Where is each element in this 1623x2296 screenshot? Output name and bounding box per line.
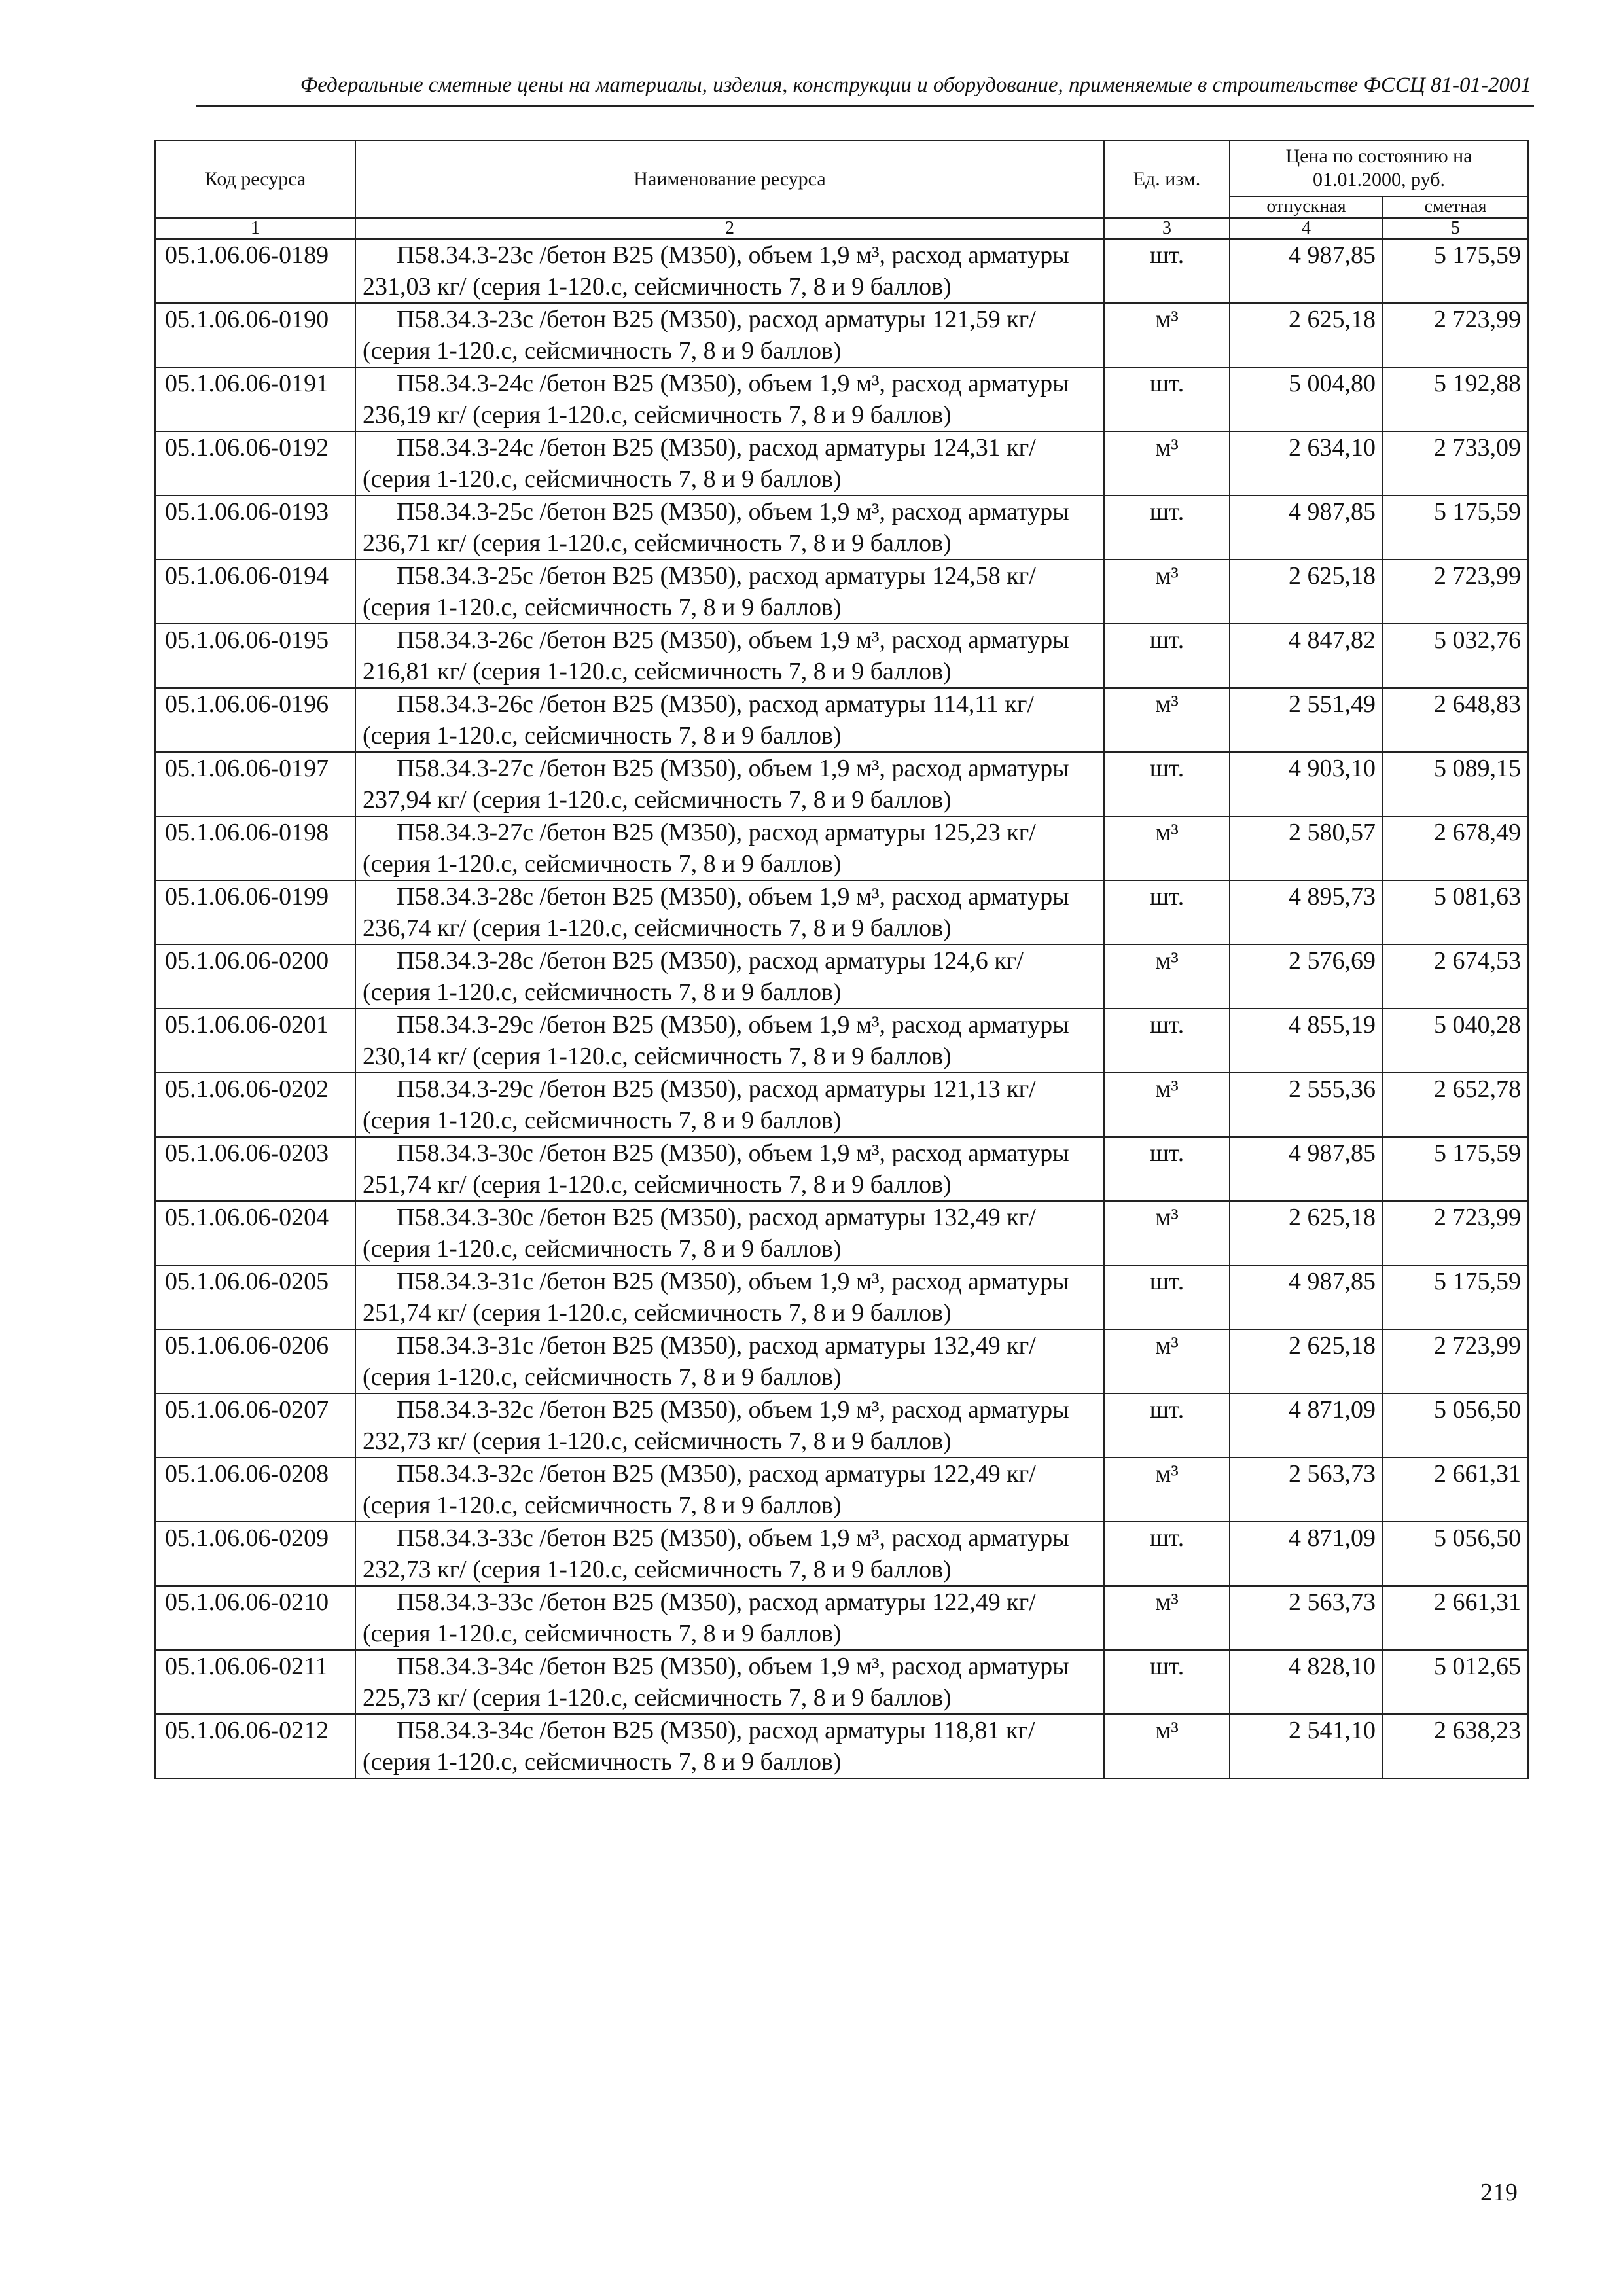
table-row — [155, 944, 1528, 1009]
resource-name-cell — [355, 1393, 1104, 1458]
unit-cell: шт. — [1104, 1265, 1230, 1329]
unit-cell: м³ — [1104, 1586, 1230, 1650]
resource-code-cell: 05.1.06.06-0194 — [155, 560, 355, 624]
estimate-price-cell: 5 040,28 — [1383, 1009, 1528, 1073]
table-row — [155, 816, 1528, 880]
unit-cell: м³ — [1104, 431, 1230, 495]
resource-name-cell — [355, 1586, 1104, 1650]
table-row — [155, 1522, 1528, 1586]
estimate-price-cell: 2 733,09 — [1383, 431, 1528, 495]
resource-name-cell — [355, 560, 1104, 624]
resource-name-text: П58.34.3-30с /бетон В25 (М350), объем 1,9 м³, расход арматуры 251,74 кг/ (серия 1-120.с, сейсмичность 7, 8 и 9 баллов) — [363, 1139, 1069, 1198]
table-row — [155, 1073, 1528, 1137]
unit-cell: м³ — [1104, 1201, 1230, 1265]
release-price-cell: 2 625,18 — [1230, 1201, 1383, 1265]
table-body — [155, 239, 1528, 1778]
release-price-cell: 2 541,10 — [1230, 1714, 1383, 1778]
resource-code-cell: 05.1.06.06-0212 — [155, 1714, 355, 1778]
resource-name-text: П58.34.3-26с /бетон В25 (М350), расход арматуры 114,11 кг/ (серия 1-120.с, сейсмичность 7, 8 и 9 баллов) — [363, 691, 1035, 749]
resource-code-cell: 05.1.06.06-0207 — [155, 1393, 355, 1458]
unit-cell: шт. — [1104, 1393, 1230, 1458]
release-price-cell: 2 625,18 — [1230, 560, 1383, 624]
resource-name-text: П58.34.3-33с /бетон В25 (М350), расход арматуры 122,49 кг/ (серия 1-120.с, сейсмичность 7, 8 и 9 баллов) — [363, 1588, 1036, 1647]
unit-cell: м³ — [1104, 1329, 1230, 1393]
unit-cell: шт. — [1104, 1137, 1230, 1201]
resource-name-cell — [355, 1650, 1104, 1714]
table-row — [155, 1201, 1528, 1265]
resource-code-cell: 05.1.06.06-0204 — [155, 1201, 355, 1265]
unit-cell: м³ — [1104, 816, 1230, 880]
estimate-price-cell: 5 012,65 — [1383, 1650, 1528, 1714]
resource-code-cell: 05.1.06.06-0193 — [155, 495, 355, 560]
header-code: Код ресурса — [155, 141, 355, 218]
resource-code-cell: 05.1.06.06-0208 — [155, 1458, 355, 1522]
estimate-price-cell: 5 056,50 — [1383, 1393, 1528, 1458]
resource-name-text: П58.34.3-25с /бетон В25 (М350), расход арматуры 124,58 кг/ (серия 1-120.с, сейсмичность 7, 8 и 9 баллов) — [363, 562, 1036, 621]
resource-name-text: П58.34.3-33с /бетон В25 (М350), объем 1,9 м³, расход арматуры 232,73 кг/ (серия 1-120.с, сейсмичность 7, 8 и 9 баллов) — [363, 1524, 1069, 1583]
resource-name-text: П58.34.3-32с /бетон В25 (М350), объем 1,9 м³, расход арматуры 232,73 кг/ (серия 1-120.с, сейсмичность 7, 8 и 9 баллов) — [363, 1396, 1069, 1455]
resource-code-cell: 05.1.06.06-0210 — [155, 1586, 355, 1650]
resource-name-text: П58.34.3-32с /бетон В25 (М350), расход арматуры 122,49 кг/ (серия 1-120.с, сейсмичность 7, 8 и 9 баллов) — [363, 1460, 1036, 1519]
release-price-cell: 2 576,69 — [1230, 944, 1383, 1009]
resource-name-text: П58.34.3-31с /бетон В25 (М350), объем 1,9 м³, расход арматуры 251,74 кг/ (серия 1-120.с, сейсмичность 7, 8 и 9 баллов) — [363, 1268, 1069, 1327]
release-price-cell: 4 895,73 — [1230, 880, 1383, 944]
release-price-cell: 4 871,09 — [1230, 1522, 1383, 1586]
resource-name-text: П58.34.3-29с /бетон В25 (М350), объем 1,9 м³, расход арматуры 230,14 кг/ (серия 1-120.с, сейсмичность 7, 8 и 9 баллов) — [363, 1011, 1069, 1070]
resource-name-text: П58.34.3-27с /бетон В25 (М350), объем 1,9 м³, расход арматуры 237,94 кг/ (серия 1-120.с, сейсмичность 7, 8 и 9 баллов) — [363, 755, 1069, 814]
resource-name-text: П58.34.3-29с /бетон В25 (М350), расход арматуры 121,13 кг/ (серия 1-120.с, сейсмичность 7, 8 и 9 баллов) — [363, 1075, 1036, 1134]
release-price-cell: 2 551,49 — [1230, 688, 1383, 752]
table-row — [155, 1650, 1528, 1714]
resource-name-text: П58.34.3-34с /бетон В25 (М350), объем 1,9 м³, расход арматуры 225,73 кг/ (серия 1-120.с, сейсмичность 7, 8 и 9 баллов) — [363, 1653, 1069, 1712]
resource-code-cell: 05.1.06.06-0203 — [155, 1137, 355, 1201]
resource-name-text: П58.34.3-28с /бетон В25 (М350), расход арматуры 124,6 кг/ (серия 1-120.с, сейсмичность 7, 8 и 9 баллов) — [363, 947, 1024, 1006]
column-number: 5 — [1383, 218, 1528, 239]
estimate-price-cell: 2 661,31 — [1383, 1458, 1528, 1522]
resource-name-cell — [355, 431, 1104, 495]
header-release-price: отпускная — [1230, 196, 1383, 218]
resource-code-cell: 05.1.06.06-0195 — [155, 624, 355, 688]
resource-code-cell: 05.1.06.06-0205 — [155, 1265, 355, 1329]
table-row — [155, 752, 1528, 816]
table-row — [155, 1586, 1528, 1650]
resource-name-text: П58.34.3-24с /бетон В25 (М350), объем 1,9 м³, расход арматуры 236,19 кг/ (серия 1-120.с, сейсмичность 7, 8 и 9 баллов) — [363, 370, 1069, 429]
column-number-row — [155, 218, 1528, 239]
resource-code-cell: 05.1.06.06-0200 — [155, 944, 355, 1009]
unit-cell: шт. — [1104, 752, 1230, 816]
unit-cell: м³ — [1104, 688, 1230, 752]
resource-name-text: П58.34.3-23с /бетон В25 (М350), объем 1,9 м³, расход арматуры 231,03 кг/ (серия 1-120.с, сейсмичность 7, 8 и 9 баллов) — [363, 242, 1069, 300]
table-header-row — [155, 141, 1528, 196]
resource-name-cell — [355, 1009, 1104, 1073]
resource-code-cell: 05.1.06.06-0202 — [155, 1073, 355, 1137]
resource-name-text: П58.34.3-23с /бетон В25 (М350), расход арматуры 121,59 кг/ (серия 1-120.с, сейсмичность 7, 8 и 9 баллов) — [363, 306, 1036, 365]
release-price-cell: 4 987,85 — [1230, 239, 1383, 303]
estimate-price-cell: 2 723,99 — [1383, 1329, 1528, 1393]
resource-name-cell — [355, 1265, 1104, 1329]
table-row — [155, 688, 1528, 752]
resource-name-text: П58.34.3-25с /бетон В25 (М350), объем 1,9 м³, расход арматуры 236,71 кг/ (серия 1-120.с, сейсмичность 7, 8 и 9 баллов) — [363, 498, 1069, 557]
resource-name-text: П58.34.3-31с /бетон В25 (М350), расход арматуры 132,49 кг/ (серия 1-120.с, сейсмичность 7, 8 и 9 баллов) — [363, 1332, 1036, 1391]
estimate-price-cell: 5 175,59 — [1383, 1137, 1528, 1201]
resource-code-cell: 05.1.06.06-0189 — [155, 239, 355, 303]
unit-cell: шт. — [1104, 880, 1230, 944]
resource-code-cell: 05.1.06.06-0199 — [155, 880, 355, 944]
column-number: 4 — [1230, 218, 1383, 239]
estimate-price-cell: 5 081,63 — [1383, 880, 1528, 944]
table-row — [155, 1714, 1528, 1778]
header-unit: Ед. изм. — [1104, 141, 1230, 218]
resource-code-cell: 05.1.06.06-0206 — [155, 1329, 355, 1393]
table-row — [155, 880, 1528, 944]
table-row — [155, 367, 1528, 431]
unit-cell: шт. — [1104, 1009, 1230, 1073]
resource-name-text: П58.34.3-28с /бетон В25 (М350), объем 1,9 м³, расход арматуры 236,74 кг/ (серия 1-120.с, сейсмичность 7, 8 и 9 баллов) — [363, 883, 1069, 942]
resource-name-cell — [355, 1137, 1104, 1201]
column-number: 2 — [355, 218, 1104, 239]
resource-name-text: П58.34.3-24с /бетон В25 (М350), расход арматуры 124,31 кг/ (серия 1-120.с, сейсмичность 7, 8 и 9 баллов) — [363, 434, 1036, 493]
unit-cell: шт. — [1104, 1522, 1230, 1586]
resource-name-cell — [355, 239, 1104, 303]
estimate-price-cell: 2 652,78 — [1383, 1073, 1528, 1137]
release-price-cell: 2 555,36 — [1230, 1073, 1383, 1137]
resource-code-cell: 05.1.06.06-0198 — [155, 816, 355, 880]
release-price-cell: 2 563,73 — [1230, 1586, 1383, 1650]
table-row — [155, 431, 1528, 495]
resource-code-cell: 05.1.06.06-0211 — [155, 1650, 355, 1714]
resource-name-cell — [355, 624, 1104, 688]
table-row — [155, 1137, 1528, 1201]
estimate-price-cell: 5 175,59 — [1383, 239, 1528, 303]
resource-name-text: П58.34.3-26с /бетон В25 (М350), объем 1,9 м³, расход арматуры 216,81 кг/ (серия 1-120.с, сейсмичность 7, 8 и 9 баллов) — [363, 626, 1069, 685]
release-price-cell: 2 580,57 — [1230, 816, 1383, 880]
resource-name-cell — [355, 816, 1104, 880]
release-price-cell: 4 987,85 — [1230, 495, 1383, 560]
resource-name-cell — [355, 1522, 1104, 1586]
resource-code-cell: 05.1.06.06-0190 — [155, 303, 355, 367]
resource-name-cell — [355, 944, 1104, 1009]
estimate-price-cell: 2 723,99 — [1383, 1201, 1528, 1265]
resource-code-cell: 05.1.06.06-0196 — [155, 688, 355, 752]
resource-name-cell — [355, 1201, 1104, 1265]
table-row — [155, 1265, 1528, 1329]
release-price-cell: 2 625,18 — [1230, 303, 1383, 367]
header-name: Наименование ресурса — [355, 141, 1104, 218]
estimate-price-cell: 2 674,53 — [1383, 944, 1528, 1009]
resource-name-cell — [355, 1458, 1104, 1522]
table-row — [155, 495, 1528, 560]
unit-cell: м³ — [1104, 944, 1230, 1009]
resource-name-text: П58.34.3-34с /бетон В25 (М350), расход арматуры 118,81 кг/ (серия 1-120.с, сейсмичность 7, 8 и 9 баллов) — [363, 1717, 1035, 1776]
unit-cell: шт. — [1104, 1650, 1230, 1714]
resource-code-cell: 05.1.06.06-0201 — [155, 1009, 355, 1073]
release-price-cell: 4 987,85 — [1230, 1265, 1383, 1329]
release-price-cell: 4 828,10 — [1230, 1650, 1383, 1714]
unit-cell: м³ — [1104, 1714, 1230, 1778]
running-header: Федеральные сметные цены на материалы, изделия, конструкции и оборудование, применяемые в строительстве ФССЦ 81-01-2001 — [300, 73, 1531, 97]
resource-name-cell — [355, 1073, 1104, 1137]
resource-name-cell — [355, 1714, 1104, 1778]
estimate-price-cell: 2 661,31 — [1383, 1586, 1528, 1650]
resource-code-cell: 05.1.06.06-0191 — [155, 367, 355, 431]
release-price-cell: 4 871,09 — [1230, 1393, 1383, 1458]
release-price-cell: 4 855,19 — [1230, 1009, 1383, 1073]
page-number: 219 — [1480, 2179, 1518, 2206]
table-row — [155, 560, 1528, 624]
resource-name-cell — [355, 880, 1104, 944]
table-row — [155, 1009, 1528, 1073]
estimate-price-cell: 5 056,50 — [1383, 1522, 1528, 1586]
estimate-price-cell: 2 723,99 — [1383, 560, 1528, 624]
release-price-cell: 2 634,10 — [1230, 431, 1383, 495]
release-price-cell: 4 847,82 — [1230, 624, 1383, 688]
estimate-price-cell: 2 648,83 — [1383, 688, 1528, 752]
resource-name-text: П58.34.3-27с /бетон В25 (М350), расход арматуры 125,23 кг/ (серия 1-120.с, сейсмичность 7, 8 и 9 баллов) — [363, 819, 1036, 878]
estimate-price-cell: 5 032,76 — [1383, 624, 1528, 688]
table-row — [155, 303, 1528, 367]
release-price-cell: 2 563,73 — [1230, 1458, 1383, 1522]
release-price-cell: 4 903,10 — [1230, 752, 1383, 816]
header-rule — [196, 105, 1534, 107]
header-price-group: Цена по состоянию на 01.01.2000, руб. — [1230, 141, 1528, 196]
estimate-price-cell: 5 089,15 — [1383, 752, 1528, 816]
column-number: 1 — [155, 218, 355, 239]
resource-code-cell: 05.1.06.06-0197 — [155, 752, 355, 816]
resource-name-cell — [355, 495, 1104, 560]
resource-name-cell — [355, 303, 1104, 367]
estimate-price-cell: 2 638,23 — [1383, 1714, 1528, 1778]
release-price-cell: 5 004,80 — [1230, 367, 1383, 431]
unit-cell: шт. — [1104, 367, 1230, 431]
release-price-cell: 2 625,18 — [1230, 1329, 1383, 1393]
unit-cell: шт. — [1104, 624, 1230, 688]
estimate-price-cell: 2 723,99 — [1383, 303, 1528, 367]
header-estimate-price: сметная — [1383, 196, 1528, 218]
price-table — [154, 140, 1529, 1779]
estimate-price-cell: 5 175,59 — [1383, 495, 1528, 560]
unit-cell: м³ — [1104, 560, 1230, 624]
table-row — [155, 239, 1528, 303]
table-row — [155, 624, 1528, 688]
resource-name-cell — [355, 367, 1104, 431]
resource-name-cell — [355, 752, 1104, 816]
unit-cell: шт. — [1104, 495, 1230, 560]
column-number: 3 — [1104, 218, 1230, 239]
estimate-price-cell: 5 175,59 — [1383, 1265, 1528, 1329]
unit-cell: м³ — [1104, 1073, 1230, 1137]
estimate-price-cell: 2 678,49 — [1383, 816, 1528, 880]
table-row — [155, 1458, 1528, 1522]
estimate-price-cell: 5 192,88 — [1383, 367, 1528, 431]
resource-name-text: П58.34.3-30с /бетон В25 (М350), расход арматуры 132,49 кг/ (серия 1-120.с, сейсмичность 7, 8 и 9 баллов) — [363, 1204, 1036, 1263]
resource-code-cell: 05.1.06.06-0192 — [155, 431, 355, 495]
unit-cell: м³ — [1104, 303, 1230, 367]
table-row — [155, 1329, 1528, 1393]
resource-name-cell — [355, 1329, 1104, 1393]
resource-code-cell: 05.1.06.06-0209 — [155, 1522, 355, 1586]
resource-name-cell — [355, 688, 1104, 752]
table-row — [155, 1393, 1528, 1458]
release-price-cell: 4 987,85 — [1230, 1137, 1383, 1201]
unit-cell: шт. — [1104, 239, 1230, 303]
unit-cell: м³ — [1104, 1458, 1230, 1522]
